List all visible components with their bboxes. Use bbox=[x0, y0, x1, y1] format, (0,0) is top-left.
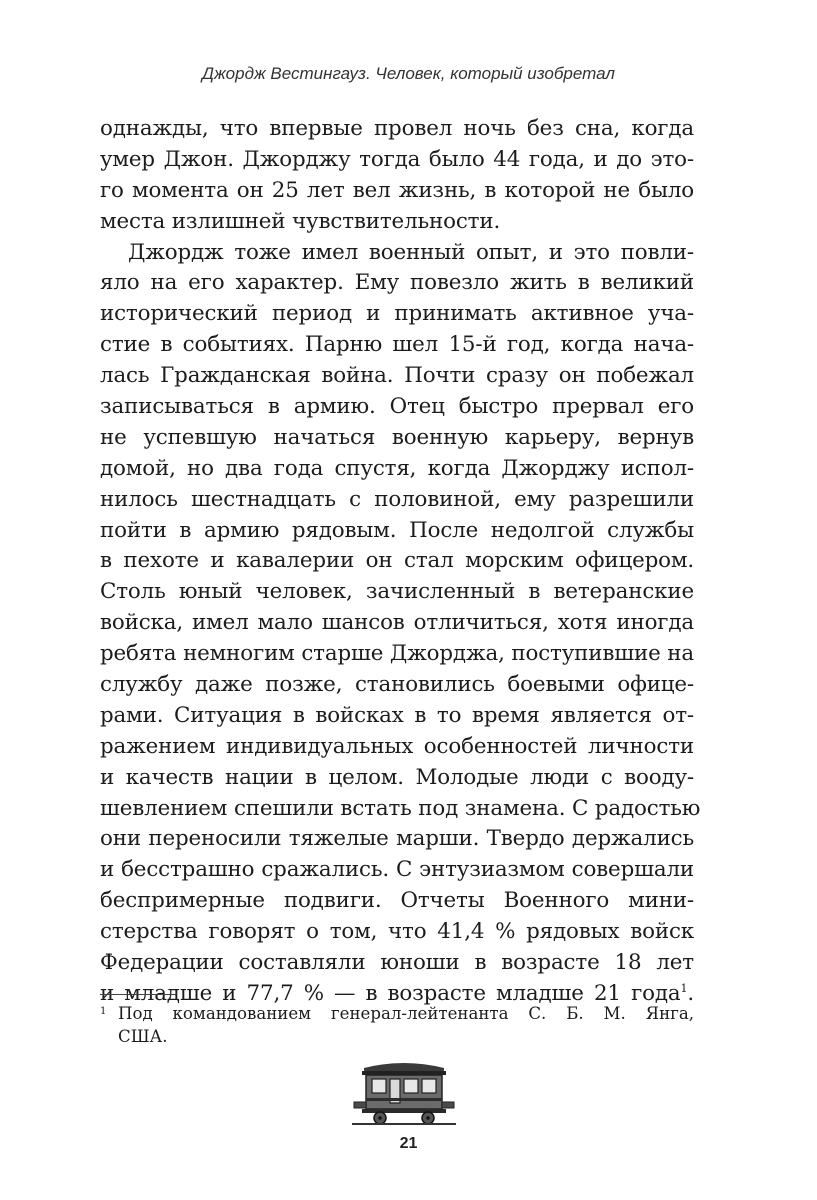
text-line: рами. Ситуация в войсках в то время является от- bbox=[100, 702, 694, 728]
page-number: 21 bbox=[399, 1135, 418, 1152]
text-line: нилось шестнадцать с половиной, ему разрешили bbox=[100, 486, 694, 512]
text-line: ребята немногим старше Джорджа, поступившие на bbox=[100, 641, 694, 667]
text-line: домой, но два года спустя, когда Джорджу испол- bbox=[100, 455, 694, 481]
footnote-divider bbox=[100, 994, 176, 995]
footnote-line: Под командованием генерал-лейтенанта С. Б. М. Янга, bbox=[118, 1004, 694, 1023]
text-line: не успевшую начаться военную карьеру, вернув bbox=[100, 424, 694, 450]
footnote-reference[interactable]: 1 bbox=[680, 981, 688, 995]
text-line: в пехоте и кавалерии он стал морским офицером. bbox=[100, 548, 694, 574]
text-line-content: и младше и 77,7 % — в возрасте младше 21 года bbox=[100, 980, 681, 1006]
text-line: Столь юный человек, зачисленный в ветеранские bbox=[100, 579, 694, 605]
text-line: ражением индивидуальных особенностей личности bbox=[100, 733, 694, 759]
text-line-last: и младше и 77,7 % — в возрасте младше 21 года$^1$. bbox=[100, 980, 694, 1006]
text-line: лась Гражданская война. Почти сразу он побежал bbox=[100, 363, 694, 389]
footnote-marker: 1 bbox=[100, 1006, 107, 1017]
text-line: го момента он 25 лет вел жизнь, в которой не было bbox=[100, 177, 694, 203]
text-line: Джордж тоже имел военный опыт, и это повли- bbox=[128, 239, 694, 265]
text-line: службу даже позже, становились боевыми офице- bbox=[100, 672, 694, 698]
footnote bbox=[100, 1002, 694, 1049]
text-line: стерства говорят о том, что 41,4 % рядовых войск bbox=[100, 919, 694, 945]
footnote-line: США. bbox=[118, 1027, 168, 1047]
text-line: исторический период и принимать активное уча- bbox=[100, 301, 694, 327]
running-header: Джордж Вестингауз. Человек, который изобретал bbox=[202, 64, 615, 83]
text-line: беспримерные подвиги. Отчеты Военного мини- bbox=[100, 888, 694, 914]
text-line: умер Джон. Джорджу тогда было 44 года, и до это- bbox=[100, 146, 694, 172]
text-line: войска, имел мало шансов отличиться, хотя иногда bbox=[100, 610, 694, 636]
text-line: места излишней чувствительности. bbox=[100, 208, 501, 234]
text-line: и бесстрашно сражались. С энтузиазмом совершали bbox=[100, 857, 694, 883]
text-line: шевлением спешили встать под знамена. С радостью bbox=[100, 795, 701, 821]
text-line: однажды, что впервые провел ночь без сна, когда bbox=[100, 116, 694, 141]
text-line: они переносили тяжелые марши. Твердо держались bbox=[100, 826, 694, 852]
text-line: Федерации составляли юноши в возрасте 18 лет bbox=[100, 950, 694, 976]
text-line: и качеств нации в целом. Молодые люди с вооду- bbox=[100, 764, 694, 790]
text-line: пойти в армию рядовым. После недолгой службы bbox=[100, 517, 694, 543]
train-carriage-icon bbox=[352, 1058, 456, 1126]
text-line: записываться в армию. Отец быстро прервал его bbox=[100, 394, 694, 420]
main-text bbox=[100, 114, 701, 1010]
text-line: яло на его характер. Ему повезло жить в великий bbox=[100, 270, 694, 296]
text-line: стие в событиях. Парню шел 15-й год, когда нача- bbox=[100, 332, 694, 358]
